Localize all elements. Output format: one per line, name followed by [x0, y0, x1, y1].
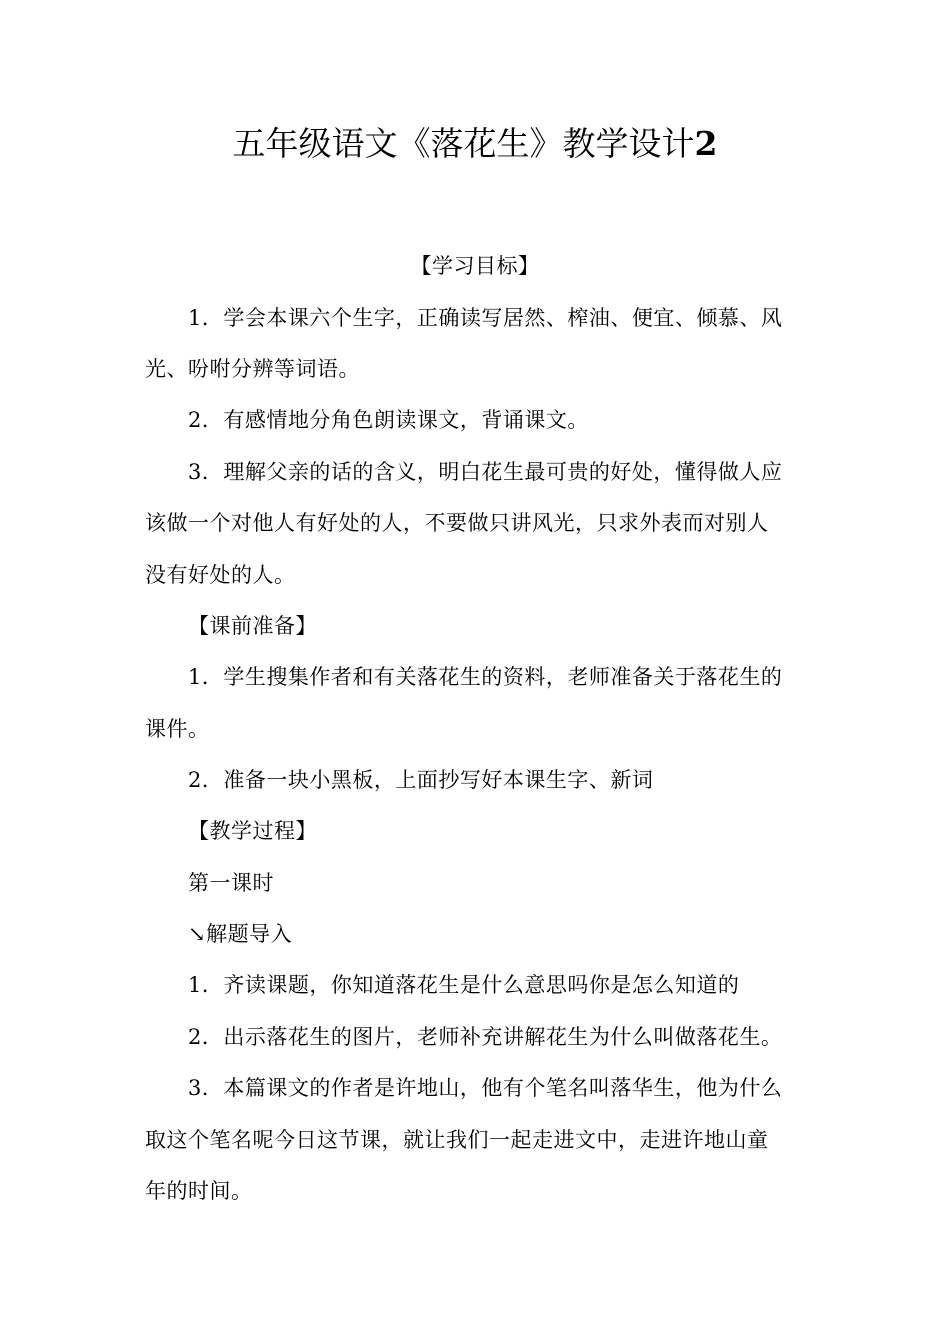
preparation-1-line-1: 1．学生搜集作者和有关落花生的资料，老师准备关于落花生的 — [188, 665, 783, 689]
preparation-heading: 【课前准备】 — [188, 614, 317, 638]
title-number: 2 — [694, 124, 718, 163]
objective-2-line-1: 2．有感情地分角色朗读课文，背诵课文。 — [188, 408, 589, 432]
document-title — [0, 122, 950, 166]
objective-3-line-3: 没有好处的人。 — [145, 563, 296, 587]
preparation-1-line-2: 课件。 — [145, 717, 210, 741]
objective-3-line-2: 该做一个对他人有好处的人，不要做只讲风光，只求外表而对别人 — [145, 511, 769, 535]
intro-heading: ↘解题导入 — [188, 922, 293, 946]
objective-3-line-1: 3．理解父亲的话的含义，明白花生最可贵的好处，懂得做人应 — [188, 460, 783, 484]
process-2-line-1: 2．出示落花生的图片，老师补充讲解花生为什么叫做落花生。 — [188, 1025, 783, 1049]
process-3-line-2: 取这个笔名呢今日这节课，就让我们一起走进文中，走进许地山童 — [145, 1128, 769, 1152]
process-1-line-1: 1．齐读课题，你知道落花生是什么意思吗你是怎么知道的 — [188, 973, 740, 997]
process-heading: 【教学过程】 — [188, 819, 317, 843]
objective-1-line-2: 光、吩咐分辨等词语。 — [145, 357, 360, 381]
title-text: 五年级语文《落花生》教学设计 — [232, 124, 695, 163]
preparation-2-line-1: 2．准备一块小黑板，上面抄写好本课生字、新词 — [188, 768, 654, 792]
objective-1-line-1: 1．学会本课六个生字，正确读写居然、榨油、便宜、倾慕、风 — [188, 306, 783, 330]
process-3-line-3: 年的时间。 — [145, 1179, 253, 1203]
lesson-label: 第一课时 — [188, 871, 274, 895]
process-3-line-1: 3．本篇课文的作者是许地山，他有个笔名叫落华生，他为什么 — [188, 1076, 783, 1100]
objectives-heading: 【学习目标】 — [410, 254, 540, 278]
